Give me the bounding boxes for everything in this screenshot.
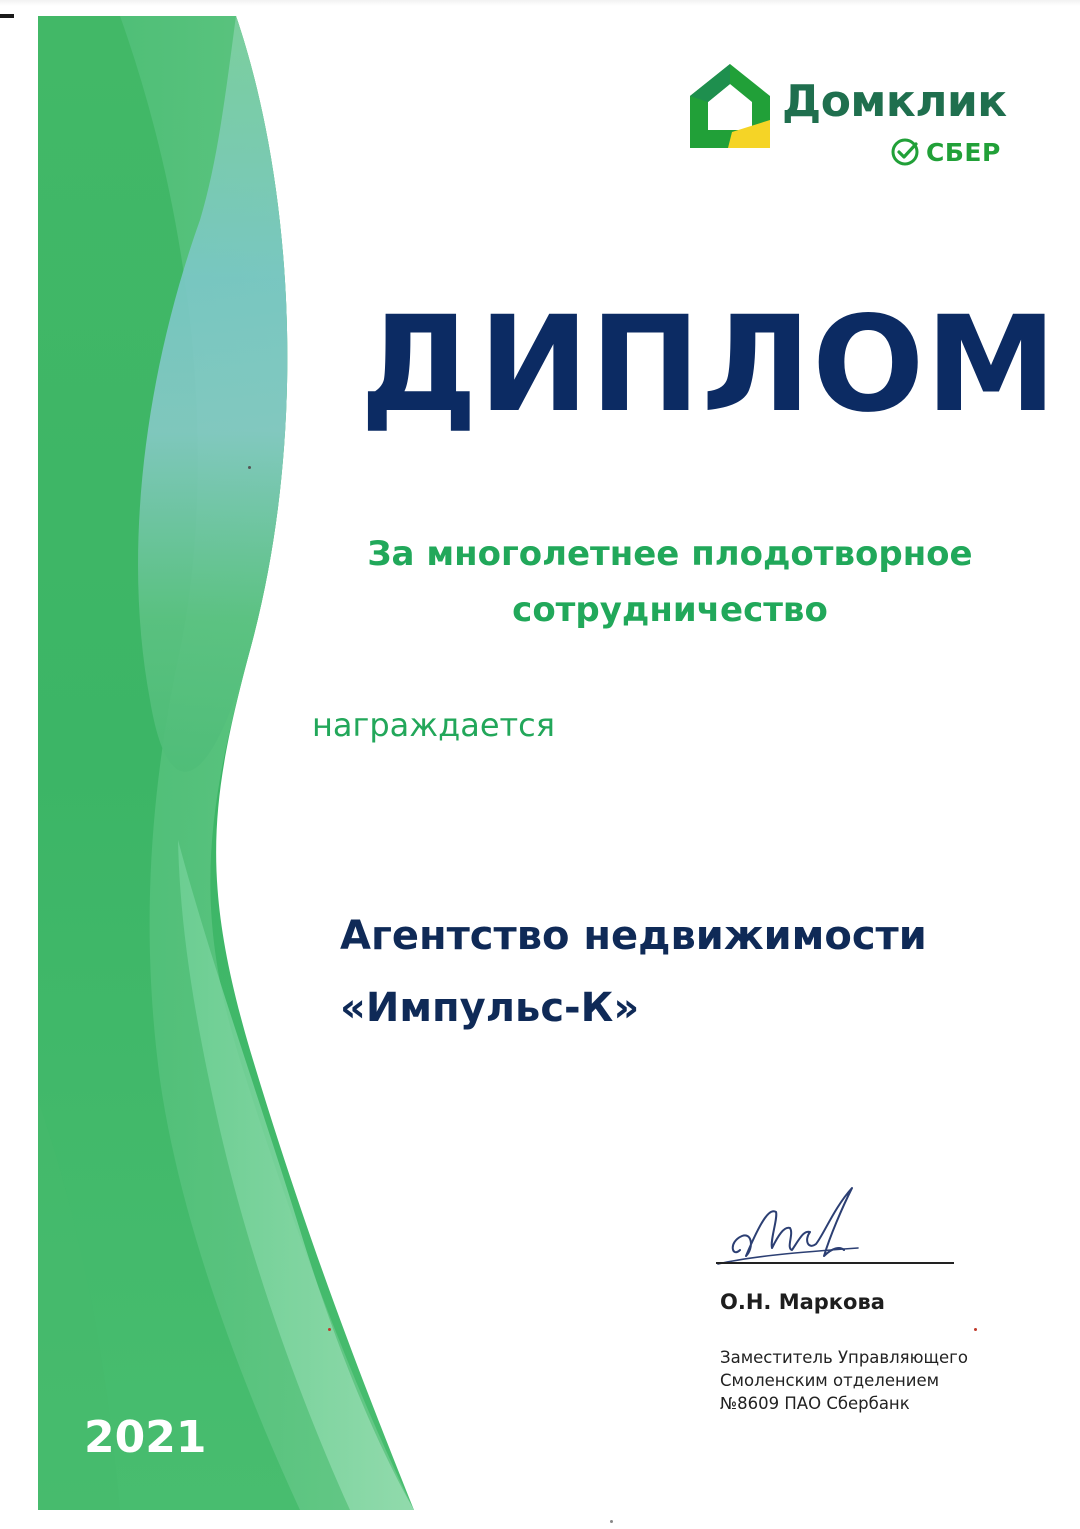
award-reason	[330, 526, 1010, 638]
signer-position-line: Смоленским отделением	[720, 1371, 940, 1390]
signer-position	[720, 1346, 968, 1415]
scan-speck	[610, 1520, 613, 1523]
logo-sub	[890, 134, 1001, 170]
recipient-line: «Импульс-К»	[340, 985, 640, 1031]
sber-check-icon	[890, 137, 920, 167]
logo-sub-text: СБЕР	[926, 137, 1001, 167]
domclick-logo	[688, 62, 1028, 172]
award-reason-line: За многолетнее плодотворное	[367, 534, 973, 574]
awarded-label: награждается	[312, 706, 555, 744]
signer-name: О.Н. Маркова	[720, 1290, 885, 1314]
logo-brand-text: Домклик	[782, 76, 1007, 127]
handwritten-signature	[712, 1178, 862, 1274]
award-reason-line: сотрудничество	[512, 590, 828, 630]
domclick-house-icon	[688, 62, 772, 150]
recipient-name	[340, 900, 927, 1044]
signature-line	[716, 1262, 954, 1264]
scan-speck	[974, 1328, 977, 1331]
signer-position-line: №8609 ПАО Сбербанк	[720, 1394, 910, 1413]
diploma-year: 2021	[84, 1412, 207, 1463]
scan-speck	[248, 466, 251, 469]
signer-position-line: Заместитель Управляющего	[720, 1348, 968, 1367]
diploma-title: ДИПЛОМ	[360, 288, 1058, 442]
scan-speck	[328, 1328, 331, 1331]
green-wave-decoration	[0, 0, 440, 1529]
recipient-line: Агентство недвижимости	[340, 913, 927, 959]
